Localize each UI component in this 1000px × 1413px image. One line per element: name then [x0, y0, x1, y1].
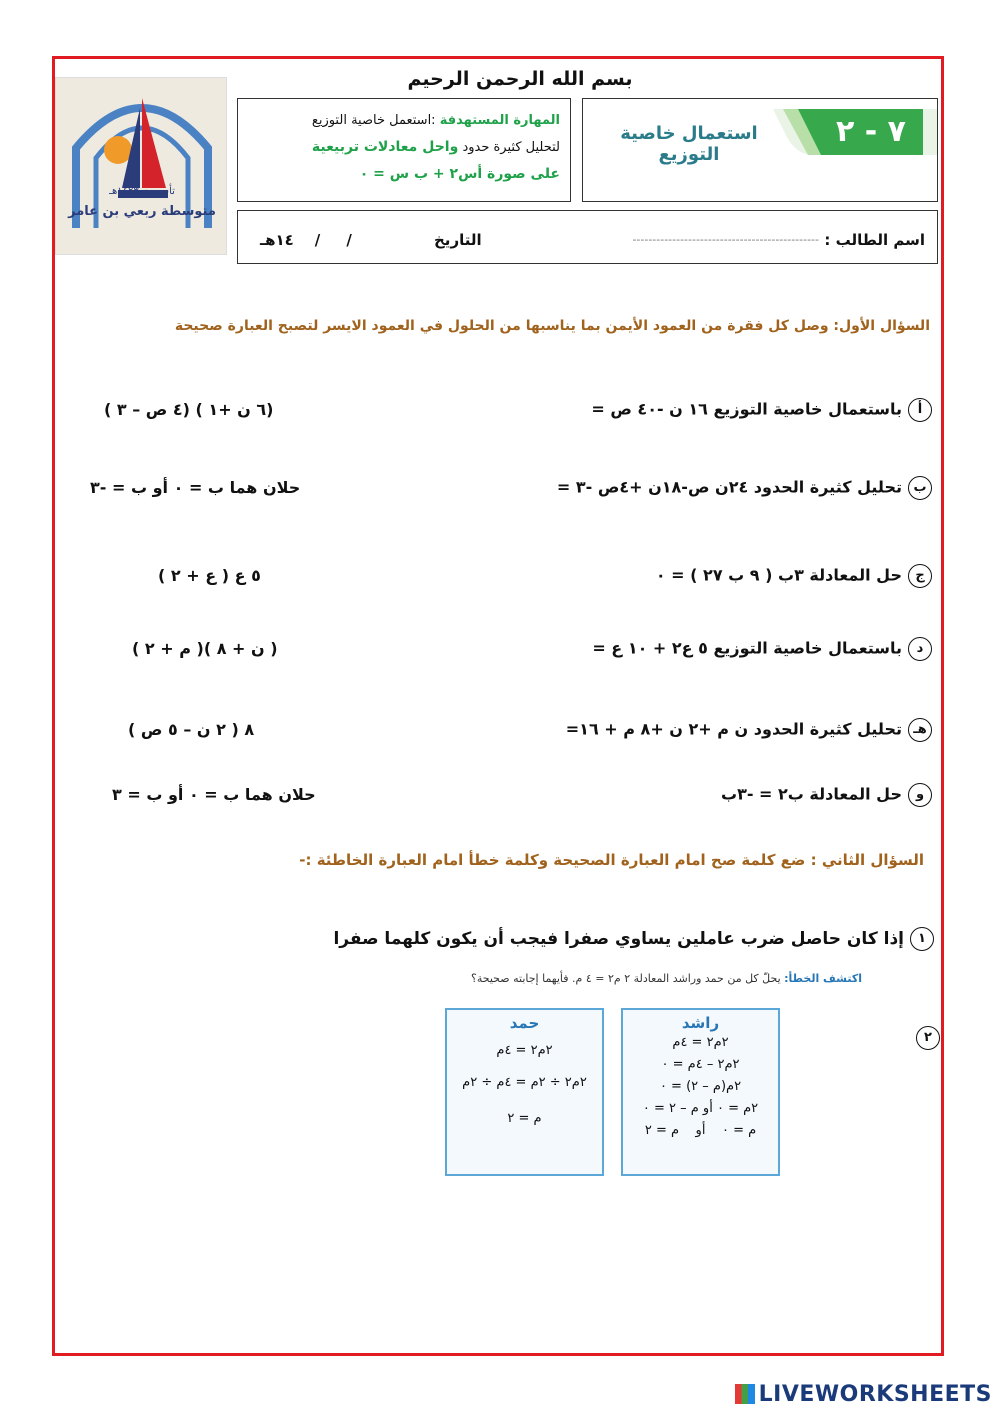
skill-box: [237, 98, 571, 202]
liveworksheets-logo: LIVEWORKSHEETS: [735, 1382, 992, 1407]
rashed-name: راشد: [681, 1014, 720, 1032]
skill-line-1: المهارة المستهدفة :استعمل خاصية التوزيع: [311, 113, 560, 128]
question2-title: السؤال الثاني : ضع كلمة صح امام العبارة الصحيحة وكلمة خطأ امام العبارة الخاطئة :-: [299, 851, 924, 869]
q1-marker-c: ج: [908, 564, 932, 588]
find-error-label: اكتشف الخطأ:: [784, 972, 862, 985]
logo-text: متوسطة ربعي بن عامر: [68, 204, 216, 219]
q1-answer-c[interactable]: ٥ ع ( ع + ٢ ): [158, 566, 261, 585]
q2-item-2: [910, 1026, 940, 1050]
lesson-title-box: [582, 98, 938, 202]
q1-item-e: هـتحليل كثيرة الحدود ن م +٢ ن +٨ م + ١٦=: [566, 718, 932, 742]
q1-answer-d[interactable]: ( ن + ٨ )( م + ٢ ): [132, 639, 278, 658]
student-info-box: [237, 210, 938, 264]
student-label: اسم الطالب :: [824, 231, 925, 249]
q1-item-b: بتحليل كثيرة الحدود ٢٤ن ص-١٨ن +٤ص -٣ =: [557, 476, 932, 500]
q1-marker-d: د: [908, 637, 932, 661]
q1-answer-f[interactable]: حلان هما ب = ٠ أو ب = ٣: [112, 785, 316, 804]
q1-answer-e[interactable]: ٨ ( ٢ ن – ٥ ص ): [128, 720, 255, 739]
skill-line-2: لتحليل كثيرة حدود واحل معادلات تربيعية: [311, 139, 560, 155]
date-value[interactable]: / / ١٤هـ: [260, 231, 352, 249]
q2-item-1: ١إذا كان حاصل ضرب عاملين يساوي صفرا فيجب أن يكون كلهما صفرا: [333, 927, 934, 951]
q1-item-d: دباستعمال خاصية التوزيع ٥ ع٢ + ١٠ ع =: [592, 637, 932, 661]
basmala: بسم الله الرحمن الرحيم: [407, 68, 633, 90]
q1-marker-b: ب: [908, 476, 932, 500]
q1-marker-e: هـ: [908, 718, 932, 742]
q2-marker-1: ١: [910, 927, 934, 951]
q2-marker-2: ٢: [916, 1026, 940, 1050]
q1-answer-b[interactable]: حلان هما ب = ٠ أو ب = -٣: [90, 478, 301, 497]
q1-item-f: وحل المعادلة ب٢ = -٣ب: [721, 783, 932, 807]
skill-line-3: على صورة أس٢ + ب س = ٠: [359, 166, 560, 182]
q1-answer-a[interactable]: (٦ ن +١ ) (٤ ص – ٣ ): [104, 400, 274, 419]
date-label: التاريخ: [434, 231, 482, 249]
hamad-solution-box: حمد ٢م٢ = ٤م ٢م٢ ÷ ٢م = ٤م ÷ ٢م م = ٢: [445, 1008, 604, 1176]
student-name-line[interactable]: -----------------------------------------------: [632, 233, 819, 246]
q1-item-a: أباستعمال خاصية التوزيع ١٦ ن -٤٠ ص =: [591, 398, 932, 422]
liveworksheets-icon: [735, 1384, 755, 1404]
find-error-prompt: اكتشف الخطأ: يحلّ كل من حمد وراشد المعادلة ٢ م٢ = ٤ م. فأيهما إجابته صحيحة؟: [471, 972, 862, 985]
logo-year: تأسست ١٤٢٣هـ: [109, 186, 175, 197]
q1-marker-a: أ: [908, 398, 932, 422]
school-logo: [55, 77, 227, 255]
skill-label: المهارة المستهدفة: [439, 113, 560, 128]
rashed-solution-box: راشد ٢م٢ = ٤م ٢م٢ – ٤م = ٠ ٢م(م – ٢) = ٠ ٢م = ٠ أو م – ٢ = ٠ م = ٠ أو م = ٢: [621, 1008, 780, 1176]
lesson-title: استعمال خاصية التوزيع: [620, 123, 758, 165]
hamad-name: حمد: [509, 1014, 540, 1032]
q1-marker-f: و: [908, 783, 932, 807]
q1-item-c: جحل المعادلة ٣ب ( ٩ ب ٢٧ ) = ٠: [656, 564, 932, 588]
lesson-number: ٧ - ٢: [836, 114, 906, 149]
question1-title: السؤال الأول: وصل كل فقرة من العمود الأيمن بما يناسبها من الحلول في العمود الايسر لتصبح العبارة صحيحة: [174, 318, 930, 334]
